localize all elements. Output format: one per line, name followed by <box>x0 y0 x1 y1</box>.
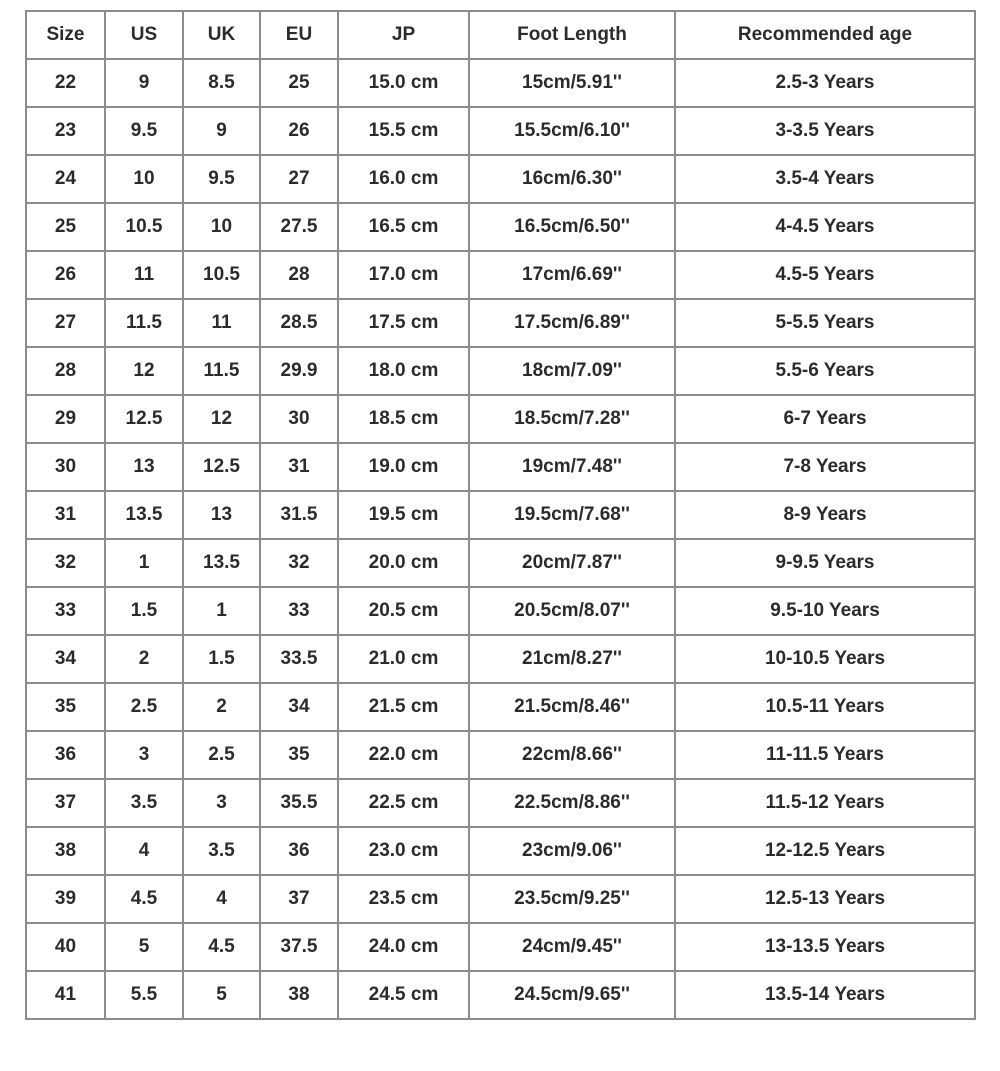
cell-size: 36 <box>26 731 105 779</box>
cell-foot-length: 16cm/6.30'' <box>469 155 675 203</box>
cell-eu: 28.5 <box>260 299 338 347</box>
table-header-row <box>26 11 975 59</box>
cell-size: 40 <box>26 923 105 971</box>
table-row <box>26 539 975 587</box>
header-foot-length: Foot Length <box>469 11 675 59</box>
cell-foot-length: 21.5cm/8.46'' <box>469 683 675 731</box>
cell-eu: 26 <box>260 107 338 155</box>
cell-eu: 29.9 <box>260 347 338 395</box>
cell-uk: 5 <box>183 971 260 1019</box>
cell-eu: 34 <box>260 683 338 731</box>
cell-jp: 16.0 cm <box>338 155 469 203</box>
cell-jp: 19.5 cm <box>338 491 469 539</box>
cell-foot-length: 23cm/9.06'' <box>469 827 675 875</box>
cell-uk: 9 <box>183 107 260 155</box>
cell-us: 4.5 <box>105 875 183 923</box>
cell-uk: 2 <box>183 683 260 731</box>
cell-eu: 31 <box>260 443 338 491</box>
cell-recommended-age: 13.5-14 Years <box>675 971 975 1019</box>
cell-size: 24 <box>26 155 105 203</box>
cell-us: 9.5 <box>105 107 183 155</box>
table-row <box>26 875 975 923</box>
cell-us: 10 <box>105 155 183 203</box>
cell-us: 3.5 <box>105 779 183 827</box>
cell-uk: 13.5 <box>183 539 260 587</box>
header-size: Size <box>26 11 105 59</box>
cell-size: 32 <box>26 539 105 587</box>
cell-eu: 27.5 <box>260 203 338 251</box>
cell-size: 34 <box>26 635 105 683</box>
cell-uk: 2.5 <box>183 731 260 779</box>
header-eu: EU <box>260 11 338 59</box>
cell-foot-length: 15.5cm/6.10'' <box>469 107 675 155</box>
cell-foot-length: 23.5cm/9.25'' <box>469 875 675 923</box>
cell-size: 25 <box>26 203 105 251</box>
cell-us: 11.5 <box>105 299 183 347</box>
cell-us: 1.5 <box>105 587 183 635</box>
cell-eu: 28 <box>260 251 338 299</box>
cell-foot-length: 16.5cm/6.50'' <box>469 203 675 251</box>
cell-jp: 21.0 cm <box>338 635 469 683</box>
cell-us: 12.5 <box>105 395 183 443</box>
cell-recommended-age: 10.5-11 Years <box>675 683 975 731</box>
cell-uk: 13 <box>183 491 260 539</box>
cell-jp: 24.0 cm <box>338 923 469 971</box>
cell-uk: 8.5 <box>183 59 260 107</box>
cell-us: 2 <box>105 635 183 683</box>
cell-jp: 21.5 cm <box>338 683 469 731</box>
table-row <box>26 779 975 827</box>
cell-eu: 33 <box>260 587 338 635</box>
cell-uk: 10.5 <box>183 251 260 299</box>
cell-recommended-age: 11.5-12 Years <box>675 779 975 827</box>
table-row <box>26 107 975 155</box>
cell-size: 28 <box>26 347 105 395</box>
cell-jp: 22.0 cm <box>338 731 469 779</box>
cell-us: 3 <box>105 731 183 779</box>
cell-eu: 33.5 <box>260 635 338 683</box>
cell-eu: 37 <box>260 875 338 923</box>
cell-size: 31 <box>26 491 105 539</box>
cell-uk: 1 <box>183 587 260 635</box>
table-row <box>26 731 975 779</box>
cell-us: 5 <box>105 923 183 971</box>
cell-recommended-age: 9-9.5 Years <box>675 539 975 587</box>
cell-us: 2.5 <box>105 683 183 731</box>
cell-size: 41 <box>26 971 105 1019</box>
cell-jp: 23.0 cm <box>338 827 469 875</box>
cell-jp: 24.5 cm <box>338 971 469 1019</box>
table-row <box>26 155 975 203</box>
cell-recommended-age: 13-13.5 Years <box>675 923 975 971</box>
cell-size: 39 <box>26 875 105 923</box>
table-row <box>26 923 975 971</box>
cell-uk: 3.5 <box>183 827 260 875</box>
cell-us: 12 <box>105 347 183 395</box>
cell-us: 13.5 <box>105 491 183 539</box>
cell-jp: 16.5 cm <box>338 203 469 251</box>
cell-size: 26 <box>26 251 105 299</box>
table-row <box>26 587 975 635</box>
cell-size: 37 <box>26 779 105 827</box>
cell-size: 22 <box>26 59 105 107</box>
cell-foot-length: 19.5cm/7.68'' <box>469 491 675 539</box>
table-row <box>26 827 975 875</box>
cell-eu: 37.5 <box>260 923 338 971</box>
table-row <box>26 203 975 251</box>
cell-size: 38 <box>26 827 105 875</box>
table-row <box>26 635 975 683</box>
cell-uk: 12.5 <box>183 443 260 491</box>
cell-recommended-age: 8-9 Years <box>675 491 975 539</box>
cell-jp: 15.5 cm <box>338 107 469 155</box>
cell-jp: 18.5 cm <box>338 395 469 443</box>
cell-eu: 30 <box>260 395 338 443</box>
size-chart-table <box>25 10 976 1020</box>
cell-eu: 32 <box>260 539 338 587</box>
cell-jp: 22.5 cm <box>338 779 469 827</box>
cell-uk: 4 <box>183 875 260 923</box>
cell-size: 27 <box>26 299 105 347</box>
cell-jp: 17.5 cm <box>338 299 469 347</box>
cell-uk: 9.5 <box>183 155 260 203</box>
cell-foot-length: 20.5cm/8.07'' <box>469 587 675 635</box>
cell-eu: 38 <box>260 971 338 1019</box>
cell-size: 33 <box>26 587 105 635</box>
header-us: US <box>105 11 183 59</box>
cell-eu: 25 <box>260 59 338 107</box>
header-uk: UK <box>183 11 260 59</box>
table-row <box>26 251 975 299</box>
cell-uk: 4.5 <box>183 923 260 971</box>
cell-recommended-age: 10-10.5 Years <box>675 635 975 683</box>
cell-foot-length: 19cm/7.48'' <box>469 443 675 491</box>
cell-size: 30 <box>26 443 105 491</box>
cell-size: 35 <box>26 683 105 731</box>
cell-jp: 15.0 cm <box>338 59 469 107</box>
cell-us: 4 <box>105 827 183 875</box>
cell-eu: 31.5 <box>260 491 338 539</box>
cell-jp: 20.0 cm <box>338 539 469 587</box>
cell-size: 23 <box>26 107 105 155</box>
cell-recommended-age: 5-5.5 Years <box>675 299 975 347</box>
cell-us: 10.5 <box>105 203 183 251</box>
cell-recommended-age: 3-3.5 Years <box>675 107 975 155</box>
table-row <box>26 299 975 347</box>
table-row <box>26 347 975 395</box>
table-row <box>26 443 975 491</box>
cell-recommended-age: 6-7 Years <box>675 395 975 443</box>
cell-uk: 1.5 <box>183 635 260 683</box>
cell-eu: 36 <box>260 827 338 875</box>
cell-us: 11 <box>105 251 183 299</box>
cell-foot-length: 18.5cm/7.28'' <box>469 395 675 443</box>
cell-recommended-age: 7-8 Years <box>675 443 975 491</box>
cell-foot-length: 22cm/8.66'' <box>469 731 675 779</box>
cell-eu: 27 <box>260 155 338 203</box>
cell-eu: 35 <box>260 731 338 779</box>
cell-jp: 20.5 cm <box>338 587 469 635</box>
cell-recommended-age: 9.5-10 Years <box>675 587 975 635</box>
cell-foot-length: 20cm/7.87'' <box>469 539 675 587</box>
cell-foot-length: 22.5cm/8.86'' <box>469 779 675 827</box>
cell-us: 9 <box>105 59 183 107</box>
cell-uk: 3 <box>183 779 260 827</box>
cell-uk: 10 <box>183 203 260 251</box>
cell-recommended-age: 12-12.5 Years <box>675 827 975 875</box>
cell-jp: 19.0 cm <box>338 443 469 491</box>
cell-recommended-age: 5.5-6 Years <box>675 347 975 395</box>
cell-recommended-age: 4-4.5 Years <box>675 203 975 251</box>
cell-foot-length: 18cm/7.09'' <box>469 347 675 395</box>
cell-foot-length: 17.5cm/6.89'' <box>469 299 675 347</box>
cell-foot-length: 21cm/8.27'' <box>469 635 675 683</box>
table-row <box>26 491 975 539</box>
cell-recommended-age: 12.5-13 Years <box>675 875 975 923</box>
cell-jp: 23.5 cm <box>338 875 469 923</box>
cell-foot-length: 17cm/6.69'' <box>469 251 675 299</box>
table-row <box>26 395 975 443</box>
cell-jp: 18.0 cm <box>338 347 469 395</box>
cell-uk: 12 <box>183 395 260 443</box>
table-row <box>26 683 975 731</box>
cell-uk: 11.5 <box>183 347 260 395</box>
cell-foot-length: 24.5cm/9.65'' <box>469 971 675 1019</box>
cell-foot-length: 15cm/5.91'' <box>469 59 675 107</box>
cell-recommended-age: 3.5-4 Years <box>675 155 975 203</box>
cell-recommended-age: 4.5-5 Years <box>675 251 975 299</box>
header-jp: JP <box>338 11 469 59</box>
cell-jp: 17.0 cm <box>338 251 469 299</box>
cell-recommended-age: 2.5-3 Years <box>675 59 975 107</box>
cell-eu: 35.5 <box>260 779 338 827</box>
table-body <box>26 59 975 1019</box>
cell-us: 5.5 <box>105 971 183 1019</box>
cell-recommended-age: 11-11.5 Years <box>675 731 975 779</box>
cell-us: 1 <box>105 539 183 587</box>
cell-size: 29 <box>26 395 105 443</box>
cell-uk: 11 <box>183 299 260 347</box>
cell-foot-length: 24cm/9.45'' <box>469 923 675 971</box>
table-row <box>26 59 975 107</box>
table-row <box>26 971 975 1019</box>
header-recommended-age: Recommended age <box>675 11 975 59</box>
cell-us: 13 <box>105 443 183 491</box>
